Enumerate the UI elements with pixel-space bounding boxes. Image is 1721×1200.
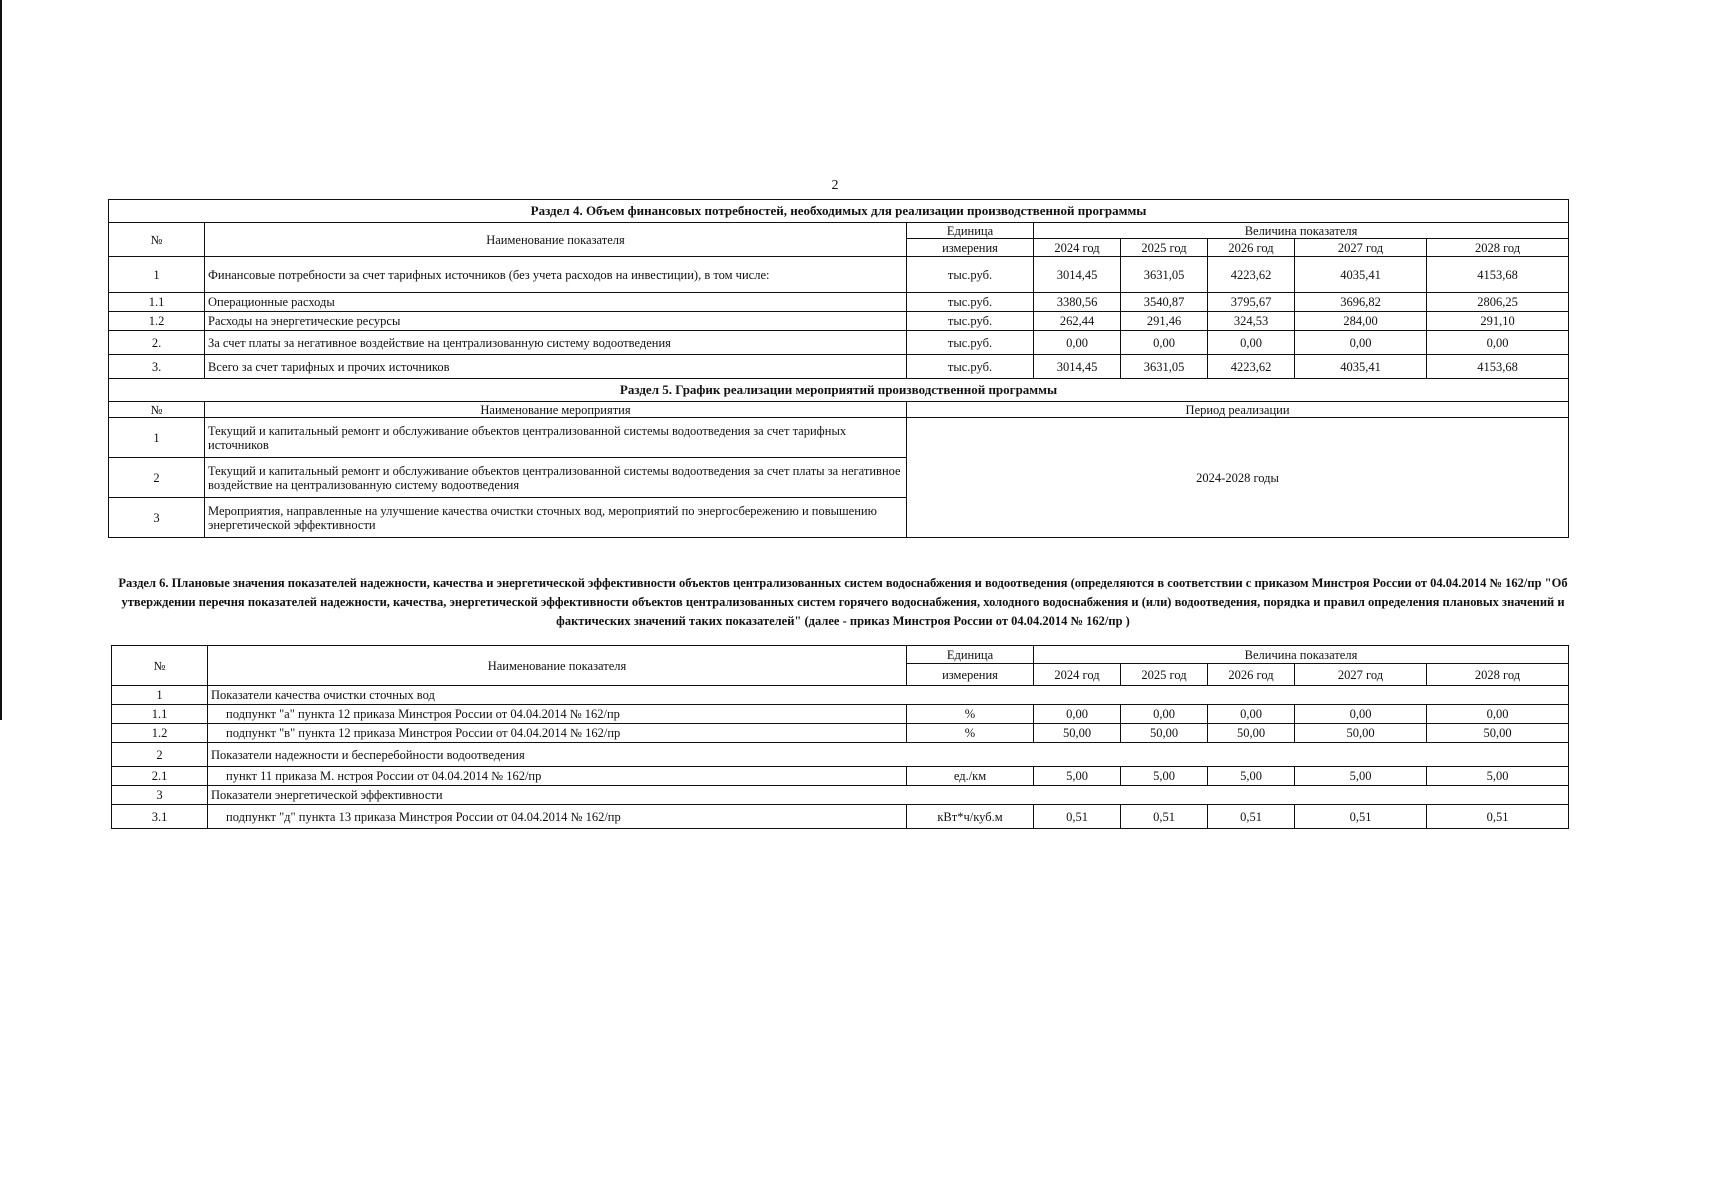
event-name: Текущий и капитальный ремонт и обслуживание объектов централизованной системы водоотведения за счет тарифных источников (205, 418, 907, 458)
row-value: 4223,62 (1208, 257, 1295, 293)
row-num: 2. (109, 331, 205, 355)
table-row (109, 355, 1569, 379)
row-name: подпункт "д" пункта 13 приказа Минстроя России от 04.04.2014 № 162/пр (208, 805, 907, 829)
table-row (109, 257, 1569, 293)
col-header-num: № (112, 646, 208, 686)
row-value: 0,00 (1208, 331, 1295, 355)
row-value: 262,44 (1034, 312, 1121, 331)
col-header-event: Наименование мероприятия (205, 402, 907, 418)
row-name: Финансовые потребности за счет тарифных источников (без учета расходов на инвестиции), в том числе: (205, 257, 907, 293)
row-value: 324,53 (1208, 312, 1295, 331)
row-unit: тыс.руб. (907, 257, 1034, 293)
row-num: 2 (109, 458, 205, 498)
group-num: 2 (112, 743, 208, 767)
row-value: 0,51 (1295, 805, 1427, 829)
row-unit: % (907, 724, 1034, 743)
col-header-value: Величина показателя (1034, 646, 1569, 664)
table-row (112, 705, 1569, 724)
row-unit: ед./км (907, 767, 1034, 786)
table-row (112, 805, 1569, 829)
row-value: 3631,05 (1121, 257, 1208, 293)
row-value: 5,00 (1427, 767, 1569, 786)
col-header-year: 2024 год (1034, 239, 1121, 257)
event-name: Мероприятия, направленные на улучшение качества очистки сточных вод, мероприятий по энергосбережению и повышению энергетической эффективности (205, 498, 907, 538)
row-num: 1.2 (109, 312, 205, 331)
row-num: 3.1 (112, 805, 208, 829)
row-value: 4035,41 (1295, 355, 1427, 379)
row-unit: тыс.руб. (907, 293, 1034, 312)
group-name: Показатели качества очистки сточных вод (208, 686, 1569, 705)
row-value: 5,00 (1295, 767, 1427, 786)
col-header-num: № (109, 223, 205, 257)
row-value: 50,00 (1121, 724, 1208, 743)
row-value: 3631,05 (1121, 355, 1208, 379)
row-unit: % (907, 705, 1034, 724)
row-num: 2.1 (112, 767, 208, 786)
table-row (109, 418, 1569, 458)
table-sections-4-5 (108, 199, 1569, 538)
row-value: 0,51 (1427, 805, 1569, 829)
col-header-year: 2026 год (1208, 664, 1295, 686)
col-header-num: № (109, 402, 205, 418)
row-value: 50,00 (1295, 724, 1427, 743)
row-num: 1.1 (112, 705, 208, 724)
row-value: 0,00 (1121, 331, 1208, 355)
row-unit: кВт*ч/куб.м (907, 805, 1034, 829)
col-header-year: 2025 год (1121, 239, 1208, 257)
col-header-unit-line2: измерения (907, 239, 1034, 257)
row-value: 0,00 (1295, 331, 1427, 355)
col-header-year: 2028 год (1427, 664, 1569, 686)
row-num: 1.2 (112, 724, 208, 743)
row-value: 3795,67 (1208, 293, 1295, 312)
row-value: 291,10 (1427, 312, 1569, 331)
scan-edge (0, 0, 2, 720)
page-number: 2 (831, 178, 839, 193)
row-name: подпункт "а" пункта 12 приказа Минстроя России от 04.04.2014 № 162/пр (208, 705, 907, 724)
col-header-name: Наименование показателя (205, 223, 907, 257)
row-value: 4223,62 (1208, 355, 1295, 379)
row-value: 0,00 (1427, 331, 1569, 355)
row-name: пункт 11 приказа М. нстроя России от 04.04.2014 № 162/пр (208, 767, 907, 786)
group-name: Показатели энергетической эффективности (208, 786, 1569, 805)
row-value: 3380,56 (1034, 293, 1121, 312)
table-row (109, 331, 1569, 355)
section-4-title: Раздел 4. Объем финансовых потребностей, необходимых для реализации производственной программы (109, 200, 1569, 223)
group-row (112, 686, 1569, 705)
col-header-year: 2028 год (1427, 239, 1569, 257)
table-row (112, 724, 1569, 743)
row-value: 0,51 (1208, 805, 1295, 829)
col-header-name: Наименование показателя (208, 646, 907, 686)
col-header-value: Величина показателя (1034, 223, 1569, 239)
col-header-unit-line1: Единица (907, 223, 1034, 239)
row-value: 4153,68 (1427, 355, 1569, 379)
col-header-unit-line1: Единица (907, 646, 1034, 664)
row-value: 3014,45 (1034, 257, 1121, 293)
row-value: 5,00 (1208, 767, 1295, 786)
group-name: Показатели надежности и бесперебойности водоотведения (208, 743, 1569, 767)
row-value: 0,00 (1208, 705, 1295, 724)
col-header-year: 2027 год (1295, 664, 1427, 686)
row-value: 5,00 (1034, 767, 1121, 786)
table-row (109, 312, 1569, 331)
row-value: 0,00 (1034, 705, 1121, 724)
row-name: Всего за счет тарифных и прочих источников (205, 355, 907, 379)
col-header-year: 2025 год (1121, 664, 1208, 686)
col-header-period: Период реализации (907, 402, 1569, 418)
row-name: подпункт "в" пункта 12 приказа Минстроя России от 04.04.2014 № 162/пр (208, 724, 907, 743)
row-value: 0,00 (1295, 705, 1427, 724)
table-row (109, 293, 1569, 312)
table-section-6 (111, 645, 1569, 829)
row-num: 1.1 (109, 293, 205, 312)
row-value: 291,46 (1121, 312, 1208, 331)
col-header-unit-line2: измерения (907, 664, 1034, 686)
row-value: 5,00 (1121, 767, 1208, 786)
row-value: 2806,25 (1427, 293, 1569, 312)
row-value: 50,00 (1427, 724, 1569, 743)
row-num: 1 (109, 257, 205, 293)
row-value: 284,00 (1295, 312, 1427, 331)
row-value: 50,00 (1208, 724, 1295, 743)
section-6-title: Раздел 6. Плановые значения показателей надежности, качества и энергетической эффективности объектов централизованных систем водоснабжения и водоотведения (определяются в соответствии с приказом Минстроя России от 04.04.2014 № 162/пр "Об утверждении перечня показателей надежности, качества, энергетической эффективности объектов централизованных систем горячего водоснабжения, холодного водоснабжения и (или) водоотведения, порядка и правил определения плановых значений и фактических значений таких показателей" (далее - приказ Минстроя России от 04.04.2014 № 162/пр ) (118, 576, 1568, 628)
row-value: 4035,41 (1295, 257, 1427, 293)
group-row (112, 743, 1569, 767)
event-name: Текущий и капитальный ремонт и обслуживание объектов централизованной системы водоотведения за счет платы за негативное воздействие на централизованную систему водоотведения (205, 458, 907, 498)
row-unit: тыс.руб. (907, 312, 1034, 331)
table-row (112, 767, 1569, 786)
row-name: За счет платы за негативное воздействие на централизованную систему водоотведения (205, 331, 907, 355)
col-header-year: 2026 год (1208, 239, 1295, 257)
row-num: 1 (109, 418, 205, 458)
row-value: 0,00 (1121, 705, 1208, 724)
group-num: 3 (112, 786, 208, 805)
section-5-title: Раздел 5. График реализации мероприятий производственной программы (109, 379, 1569, 402)
col-header-year: 2027 год (1295, 239, 1427, 257)
row-value: 0,00 (1034, 331, 1121, 355)
row-name: Расходы на энергетические ресурсы (205, 312, 907, 331)
row-value: 50,00 (1034, 724, 1121, 743)
row-unit: тыс.руб. (907, 331, 1034, 355)
row-value: 3540,87 (1121, 293, 1208, 312)
period-value: 2024-2028 годы (907, 418, 1569, 538)
group-row (112, 786, 1569, 805)
group-num: 1 (112, 686, 208, 705)
row-value: 0,51 (1034, 805, 1121, 829)
row-num: 3. (109, 355, 205, 379)
col-header-year: 2024 год (1034, 664, 1121, 686)
row-name: Операционные расходы (205, 293, 907, 312)
row-value: 3014,45 (1034, 355, 1121, 379)
row-value: 3696,82 (1295, 293, 1427, 312)
row-value: 0,00 (1427, 705, 1569, 724)
row-value: 4153,68 (1427, 257, 1569, 293)
row-unit: тыс.руб. (907, 355, 1034, 379)
row-num: 3 (109, 498, 205, 538)
row-value: 0,51 (1121, 805, 1208, 829)
